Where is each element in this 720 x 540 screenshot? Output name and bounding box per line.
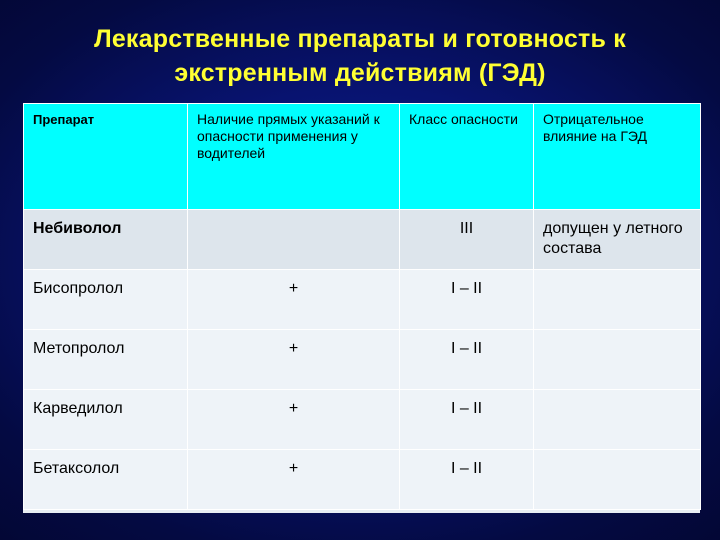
header-drug: Препарат xyxy=(24,104,188,210)
table-row xyxy=(24,270,701,330)
slide-title-line-2: экстренным действиям (ГЭД) xyxy=(174,59,546,87)
cell-hazard-class: III xyxy=(400,210,534,270)
slide-title-line-1: Лекарственные препараты и готовность к xyxy=(94,25,626,53)
cell-driver-warning xyxy=(188,210,400,270)
cell-negative-effect xyxy=(534,270,701,330)
drug-table-container xyxy=(23,103,700,513)
cell-negative-effect xyxy=(534,330,701,390)
slide-title xyxy=(0,22,720,90)
header-driver-warning: Наличие прямых указаний к опасности применения у водителей xyxy=(188,104,400,210)
cell-drug-name: Бисопролол xyxy=(24,270,188,330)
cell-negative-effect xyxy=(534,390,701,450)
cell-drug-name: Метопролол xyxy=(24,330,188,390)
cell-driver-warning: + xyxy=(188,450,400,510)
table-header-row xyxy=(24,104,701,210)
header-negative-effect: Отрицательное влияние на ГЭД xyxy=(534,104,701,210)
cell-negative-effect xyxy=(534,450,701,510)
cell-drug-name: Карведилол xyxy=(24,390,188,450)
table-body xyxy=(24,210,701,510)
cell-driver-warning: + xyxy=(188,270,400,330)
cell-negative-effect: допущен у летного состава xyxy=(534,210,701,270)
table-row xyxy=(24,450,701,510)
cell-drug-name: Небиволол xyxy=(24,210,188,270)
cell-hazard-class: I – II xyxy=(400,330,534,390)
header-hazard-class: Класс опасности xyxy=(400,104,534,210)
table-row xyxy=(24,390,701,450)
table-row xyxy=(24,330,701,390)
table-row xyxy=(24,210,701,270)
cell-driver-warning: + xyxy=(188,330,400,390)
cell-hazard-class: I – II xyxy=(400,270,534,330)
table-header xyxy=(24,104,701,210)
drug-table xyxy=(23,103,701,510)
cell-hazard-class: I – II xyxy=(400,390,534,450)
cell-driver-warning: + xyxy=(188,390,400,450)
cell-hazard-class: I – II xyxy=(400,450,534,510)
cell-drug-name: Бетаксолол xyxy=(24,450,188,510)
